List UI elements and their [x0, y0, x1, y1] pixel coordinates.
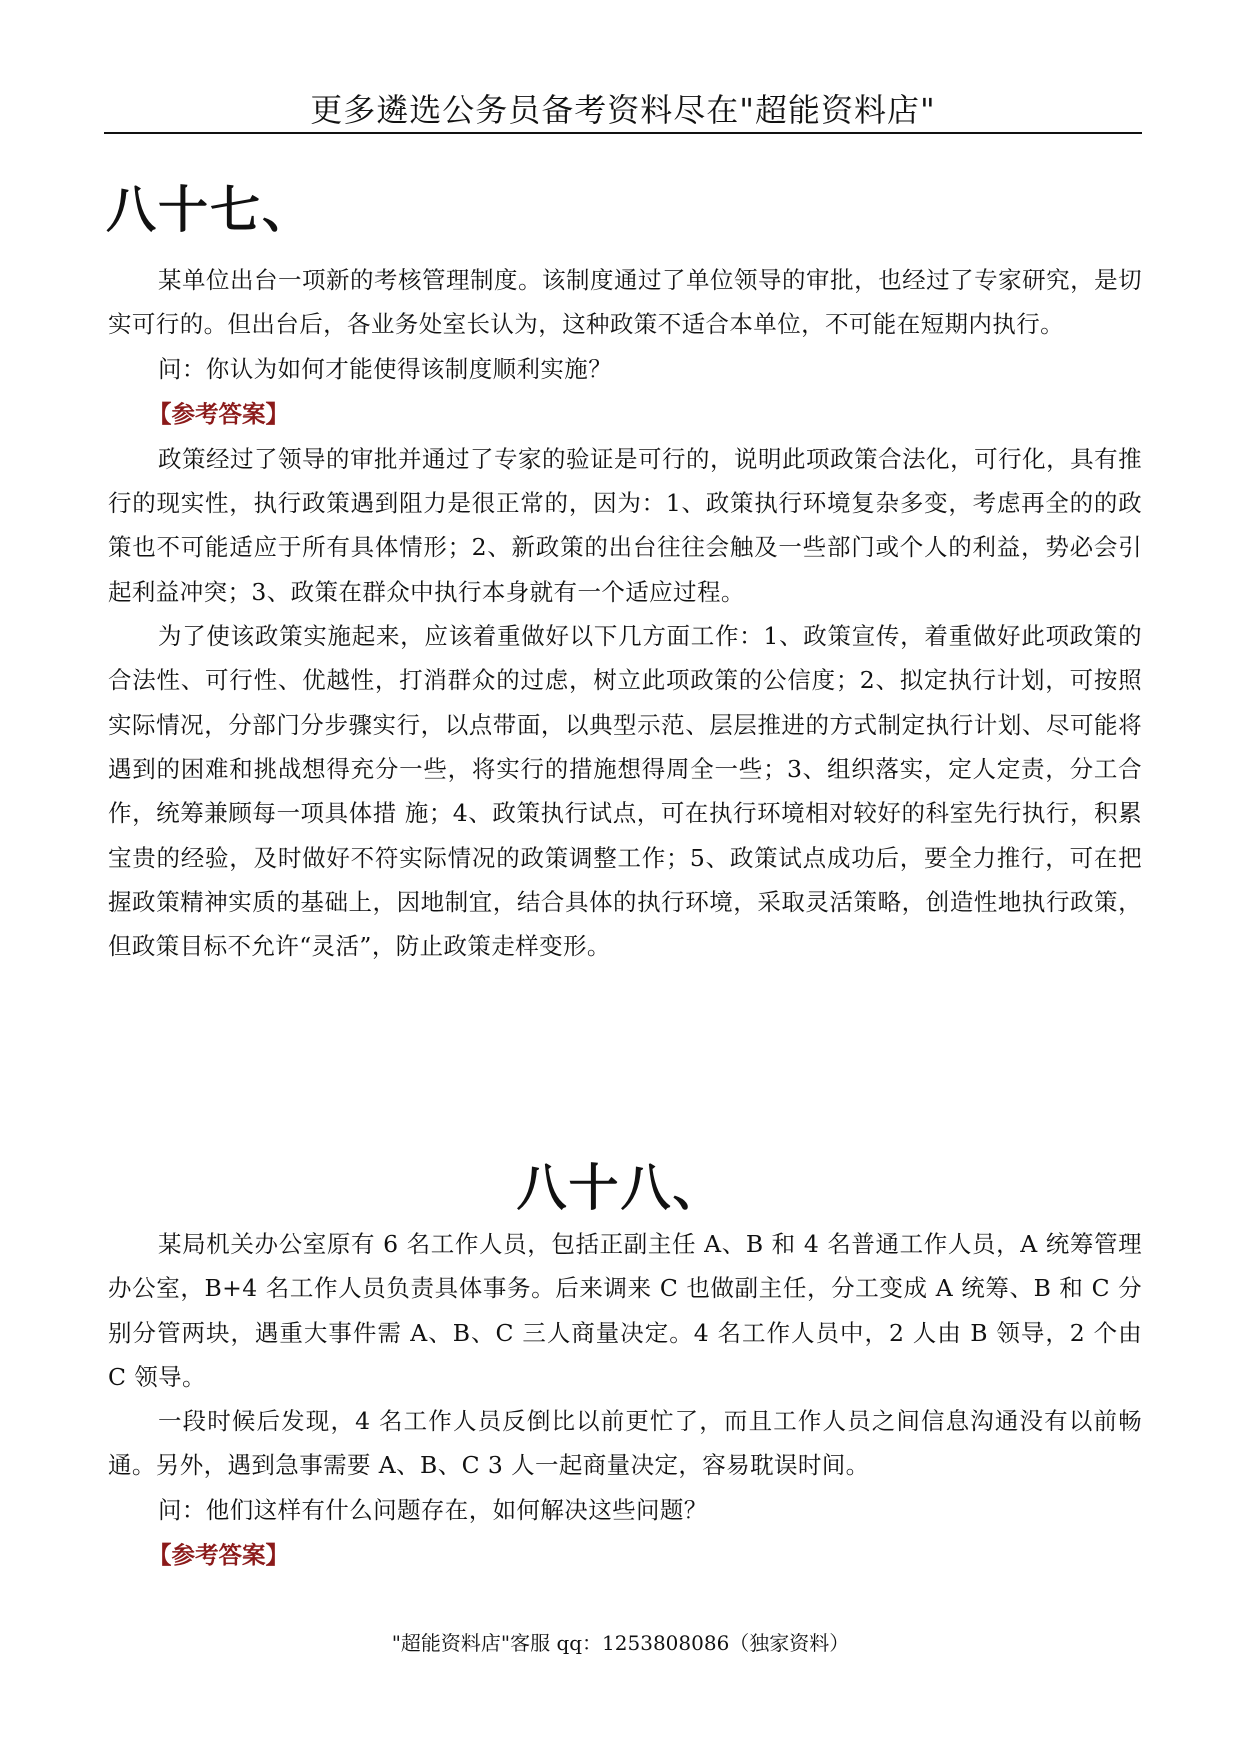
question-paragraph: 某单位出台一项新的考核管理制度。该制度通过了单位领导的审批，也经过了专家研究，是切实可行的。但出台后，各业务处室长认为，这种政策不适合本单位，不可能在短期内执行。 [108, 266, 1142, 339]
question-paragraph: 某局机关办公室原有 6 名工作人员，包括正副主任 A、B 和 4 名普通工作人员，A 统筹管理办公室，B+4 名工作人员负责具体事务。后来调来 C 也做副主任，分工变成 A 统筹、B 和 C 分别分管两块，遇重大事件需 A、B、C 三人商量决定。4 名工作人员中，2 人由 B 领导，2 个由 C 领导。 [108, 1230, 1142, 1391]
page-footer: "超能资料店"客服 qq：1253808086（独家资料） [391, 1631, 850, 1655]
page-header: 更多遴选公务员备考资料尽在"超能资料店" [310, 91, 936, 129]
question-prompt: 问：你认为如何才能使得该制度顺利实施？ [158, 354, 613, 383]
question-prompt: 问：他们这样有什么问题存在，如何解决这些问题？ [158, 1495, 708, 1524]
section-87-body [108, 258, 1142, 968]
section-heading-87: 八十七、 [106, 180, 314, 239]
answer-paragraph: 政策经过了领导的审批并通过了专家的验证是可行的，说明此项政策合法化，可行化，具有推行的现实性，执行政策遇到阻力是很正常的，因为：1、政策执行环境复杂多变，考虑再全的的政策也不可能适应于所有具体情形；2、新政策的出台往往会触及一些部门或个人的利益，势必会引起利益冲突；3、政策在群众中执行本身就有一个适应过程。 [108, 444, 1142, 606]
section-heading-88: 八十八、 [516, 1158, 725, 1217]
answer-label: 【参考答案】 [148, 1541, 289, 1570]
answer-label: 【参考答案】 [148, 399, 289, 428]
question-paragraph: 一段时候后发现，4 名工作人员反倒比以前更忙了，而且工作人员之间信息沟通没有以前畅通。另外，遇到急事需要 A、B、C 3 人一起商量决定，容易耽误时间。 [108, 1407, 1142, 1480]
section-88-body [108, 1222, 1142, 1578]
answer-paragraph: 为了使该政策实施起来，应该着重做好以下几方面工作：1、政策宣传，着重做好此项政策的合法性、可行性、优越性，打消群众的过虑，树立此项政策的公信度；2、拟定执行计划，可按照实际情况，分部门分步骤实行，以点带面，以典型示范、层层推进的方式制定执行计划、尽可能将遇到的困难和挑战想得充分一些，将实行的措施想得周全一些；3、组织落实，定人定责，分工合作，统筹兼顾每一项具体措 施；4、政策执行试点，可在执行环境相对较好的科室先行执行，积累宝贵的经验，及时做好不符实际情况的政策调整工作；5、政策试点成功后，要全力推行，可在把握政策精神实质的基础上，因地制宜，结合具体的执行环境，采取灵活策略，创造性地执行政策，但政策目标不允许“灵活”，防止政策走样变形。 [108, 622, 1142, 961]
header-divider [104, 132, 1142, 134]
